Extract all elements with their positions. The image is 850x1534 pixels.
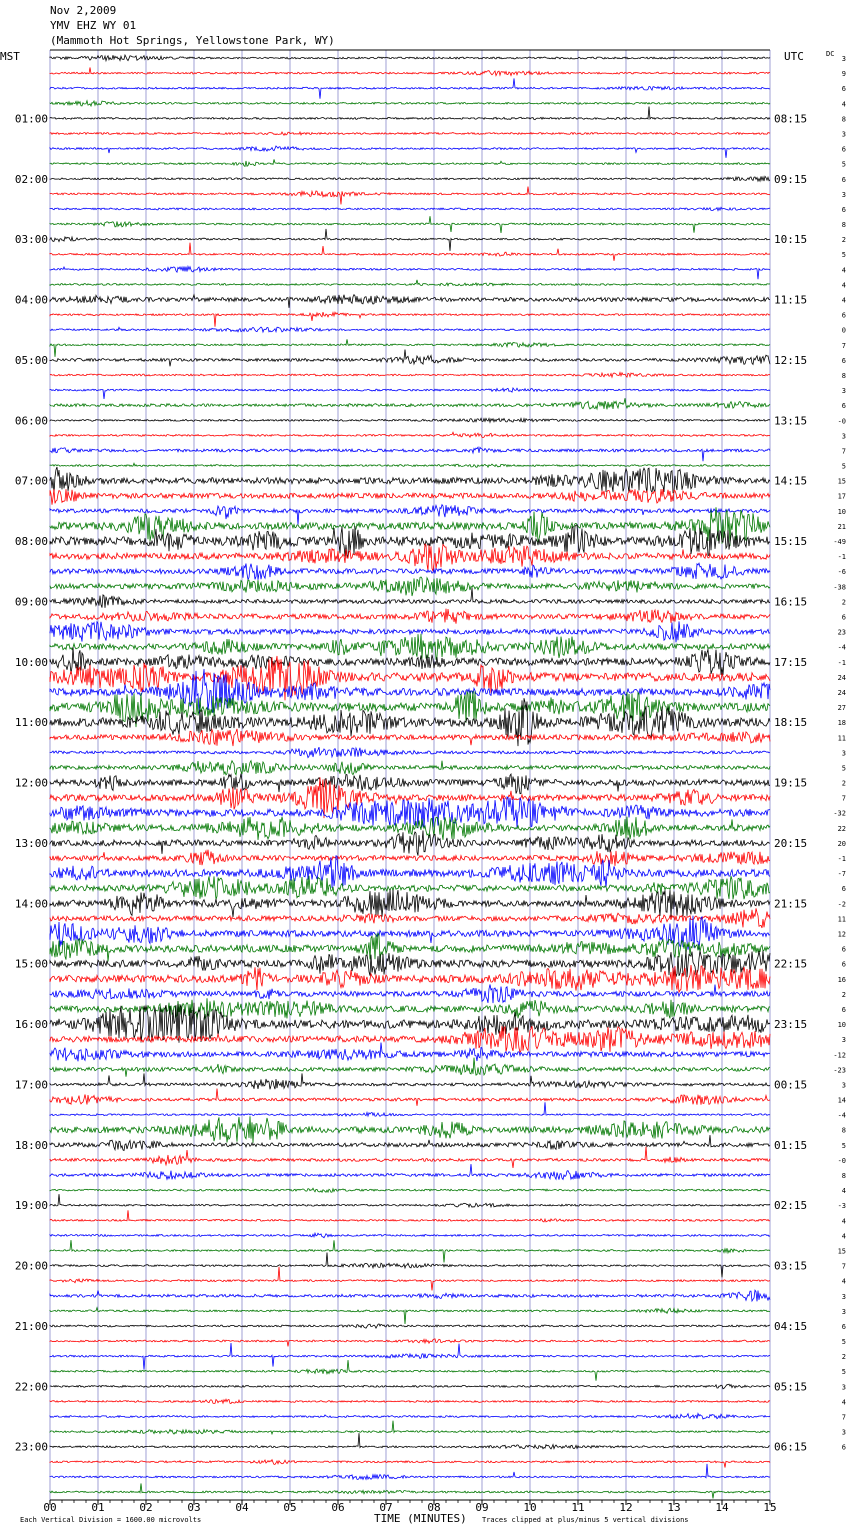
trace-90 [50, 1414, 770, 1420]
dc-offset-64: 10 [837, 1021, 846, 1030]
trace-20 [50, 350, 770, 367]
dc-offset-79: 15 [837, 1247, 846, 1256]
trace-68 [50, 1073, 770, 1089]
trace-80 [50, 1253, 770, 1278]
dc-offset-67: -23 [833, 1066, 846, 1075]
trace-13 [50, 243, 770, 261]
dc-offset-40: -1 [837, 658, 846, 667]
trace-36 [50, 588, 770, 608]
dc-offset-53: -1 [837, 855, 846, 864]
dc-offset-37: 6 [841, 613, 846, 622]
mst-hour-10:00: 10:00 [14, 655, 48, 669]
dc-offset-63: 6 [841, 1005, 846, 1014]
mst-hour-labels [15, 112, 48, 1453]
dc-offset-30: 10 [837, 507, 846, 516]
utc-hour-03:15: 03:15 [774, 1259, 808, 1273]
trace-1 [50, 67, 770, 75]
utc-hour-15:15: 15:15 [774, 535, 808, 549]
dc-offset-60: 6 [841, 960, 846, 969]
mst-hour-17:00: 17:00 [14, 1078, 48, 1092]
dc-offset-38: 23 [837, 628, 846, 637]
trace-56 [50, 890, 770, 917]
dc-offset-39: -4 [837, 643, 846, 652]
dc-offset-46: 3 [841, 749, 846, 758]
mst-hour-08:00: 08:00 [14, 535, 48, 549]
dc-offset-69: 14 [837, 1096, 846, 1105]
utc-hour-18:15: 18:15 [774, 716, 808, 730]
dc-offset-15: 4 [841, 281, 846, 290]
plot-date: Nov 2,2009 [50, 4, 117, 17]
dc-offset-44: 18 [837, 719, 846, 728]
trace-79 [50, 1240, 770, 1262]
dc-offset-55: 6 [841, 885, 846, 894]
trace-7 [50, 159, 770, 166]
trace-26 [50, 447, 770, 461]
dc-offset-68: 3 [841, 1081, 846, 1090]
mst-hour-21:00: 21:00 [14, 1319, 48, 1333]
trace-35 [50, 577, 770, 596]
dc-offset-labels [833, 55, 846, 1452]
mst-hour-12:00: 12:00 [14, 776, 48, 790]
mst-hour-11:00: 11:00 [14, 716, 48, 730]
mst-hour-01:00: 01:00 [14, 112, 48, 126]
utc-hour-22:15: 22:15 [774, 957, 808, 971]
trace-54 [50, 856, 770, 888]
trace-71 [50, 1116, 770, 1143]
trace-74 [50, 1164, 770, 1180]
trace-24 [50, 418, 770, 422]
trace-94 [50, 1464, 770, 1480]
x-tick-label-03: 03 [187, 1501, 201, 1514]
x-axis-title: TIME (MINUTES) [374, 1512, 467, 1525]
utc-hour-20:15: 20:15 [774, 836, 808, 850]
trace-4 [50, 107, 770, 120]
x-tick-label-04: 04 [235, 1501, 249, 1514]
mst-hour-04:00: 04:00 [14, 293, 48, 307]
dc-offset-84: 6 [841, 1322, 846, 1331]
dc-offset-3: 4 [841, 100, 846, 109]
scale-note: Each Vertical Division = 1600.00 microvolts [20, 1516, 202, 1524]
x-tick-label-09: 09 [475, 1501, 489, 1514]
trace-15 [50, 280, 770, 286]
trace-22 [50, 388, 770, 399]
dc-offset-0: 3 [841, 55, 846, 63]
dc-offset-35: -38 [833, 583, 846, 592]
dc-offset-10: 6 [841, 205, 846, 214]
utc-hour-23:15: 23:15 [774, 1018, 808, 1032]
utc-hour-labels [774, 112, 807, 1453]
dc-offset-62: 2 [841, 990, 846, 999]
trace-3 [50, 101, 770, 106]
mst-hour-05:00: 05:00 [14, 353, 48, 367]
utc-hour-02:15: 02:15 [774, 1199, 808, 1213]
dc-offset-83: 3 [841, 1307, 846, 1316]
x-tick-label-08: 08 [427, 1501, 441, 1514]
trace-17 [50, 312, 770, 327]
mst-hour-02:00: 02:00 [14, 172, 48, 186]
trace-25 [50, 432, 770, 437]
trace-78 [50, 1233, 770, 1238]
trace-34 [50, 563, 770, 580]
dc-offset-71: 8 [841, 1126, 846, 1135]
utc-hour-12:15: 12:15 [774, 353, 808, 367]
trace-61 [50, 965, 770, 992]
utc-hour-16:15: 16:15 [774, 595, 808, 609]
trace-29 [50, 489, 770, 505]
dc-offset-74: 8 [841, 1172, 846, 1181]
trace-67 [50, 1058, 770, 1077]
mst-hour-19:00: 19:00 [14, 1199, 48, 1213]
trace-2 [50, 78, 770, 98]
dc-offset-80: 7 [841, 1262, 846, 1271]
dc-offset-4: 8 [841, 115, 846, 124]
dc-offset-50: -32 [833, 809, 846, 818]
dc-offset-48: 2 [841, 779, 846, 788]
trace-55 [50, 876, 770, 900]
dc-offset-24: -0 [837, 417, 846, 426]
dc-offset-16: 4 [841, 296, 846, 305]
dc-offset-91: 3 [841, 1428, 846, 1437]
trace-60 [50, 950, 770, 977]
dc-offset-31: 21 [837, 522, 846, 531]
minute-grid [50, 50, 770, 1500]
dc-offset-49: 7 [841, 794, 846, 803]
x-tick-label-10: 10 [523, 1501, 537, 1514]
trace-53 [50, 850, 770, 866]
dc-offset-17: 6 [841, 311, 846, 320]
dc-offset-36: 2 [841, 598, 846, 607]
trace-81 [50, 1267, 770, 1291]
dc-offset-23: 6 [841, 402, 846, 411]
utc-hour-06:15: 06:15 [774, 1440, 808, 1454]
dc-offset-56: -2 [837, 900, 846, 909]
dc-offset-34: -6 [837, 568, 846, 577]
dc-offset-42: 24 [837, 688, 846, 697]
dc-offset-22: 3 [841, 387, 846, 396]
trace-27 [50, 463, 770, 467]
trace-57 [50, 908, 770, 928]
trace-62 [50, 985, 770, 1004]
utc-hour-00:15: 00:15 [774, 1078, 808, 1092]
dc-offset-77: 4 [841, 1217, 846, 1226]
trace-group [50, 55, 770, 1499]
trace-86 [50, 1343, 770, 1370]
dc-offset-58: 12 [837, 930, 846, 939]
trace-6 [50, 146, 770, 158]
trace-63 [50, 998, 770, 1019]
trace-47 [50, 761, 770, 775]
dc-offset-7: 5 [841, 160, 846, 169]
dc-offset-9: 3 [841, 190, 846, 199]
dc-offset-61: 16 [837, 975, 846, 984]
trace-95 [50, 1483, 770, 1498]
trace-76 [50, 1194, 770, 1207]
dc-offset-13: 5 [841, 251, 846, 260]
dc-offset-47: 5 [841, 764, 846, 773]
dc-offset-18: 0 [841, 326, 846, 335]
trace-89 [50, 1399, 770, 1403]
utc-hour-13:15: 13:15 [774, 414, 808, 428]
trace-18 [50, 327, 770, 332]
trace-14 [50, 267, 770, 280]
station-location: (Mammoth Hot Springs, Yellowstone Park, WY) [50, 34, 335, 47]
dc-offset-33: -1 [837, 553, 846, 562]
dc-offset-52: 20 [837, 839, 846, 848]
trace-52 [50, 831, 770, 856]
dc-offset-41: 24 [837, 673, 846, 682]
dc-offset-72: 5 [841, 1141, 846, 1150]
dc-offset-32: -49 [833, 538, 846, 547]
dc-offset-59: 6 [841, 945, 846, 954]
dc-offset-5: 3 [841, 130, 846, 139]
dc-offset-14: 4 [841, 266, 846, 275]
trace-40 [50, 647, 770, 675]
dc-offset-26: 7 [841, 447, 846, 456]
dc-offset-92: 6 [841, 1443, 846, 1452]
utc-hour-19:15: 19:15 [774, 776, 808, 790]
trace-11 [50, 216, 770, 233]
x-tick-label-06: 06 [331, 1501, 345, 1514]
mst-hour-16:00: 16:00 [14, 1018, 48, 1032]
trace-21 [50, 373, 770, 378]
dc-offset-75: 4 [841, 1187, 846, 1196]
trace-77 [50, 1210, 770, 1222]
trace-9 [50, 187, 770, 205]
dc-offset-29: 17 [837, 492, 846, 501]
dc-header: DC [826, 50, 835, 58]
dc-offset-65: 3 [841, 1036, 846, 1045]
trace-73 [50, 1147, 770, 1168]
utc-hour-14:15: 14:15 [774, 474, 808, 488]
x-tick-label-07: 07 [379, 1501, 393, 1514]
clip-note: Traces clipped at plus/minus 5 vertical divisions [482, 1516, 689, 1524]
trace-88 [50, 1384, 770, 1389]
x-tick-label-02: 02 [139, 1501, 153, 1514]
trace-38 [50, 621, 770, 642]
dc-offset-87: 5 [841, 1368, 846, 1377]
dc-offset-25: 3 [841, 432, 846, 441]
dc-offset-8: 6 [841, 175, 846, 184]
dc-offset-76: -3 [837, 1202, 846, 1211]
dc-offset-43: 27 [837, 704, 846, 713]
trace-85 [50, 1339, 770, 1347]
trace-37 [50, 609, 770, 624]
trace-19 [50, 339, 770, 357]
x-tick-label-15: 15 [763, 1501, 777, 1514]
trace-75 [50, 1188, 770, 1192]
x-tick-label-14: 14 [715, 1501, 729, 1514]
dc-offset-45: 11 [837, 734, 846, 743]
dc-offset-89: 4 [841, 1398, 846, 1407]
trace-92 [50, 1433, 770, 1449]
utc-hour-11:15: 11:15 [774, 293, 808, 307]
dc-offset-6: 6 [841, 145, 846, 154]
dc-offset-27: 5 [841, 462, 846, 471]
dc-offset-21: 8 [841, 371, 846, 380]
mst-hour-06:00: 06:00 [14, 414, 48, 428]
mst-hour-18:00: 18:00 [14, 1138, 48, 1152]
trace-28 [50, 467, 770, 494]
mst-hour-23:00: 23:00 [14, 1440, 48, 1454]
utc-hour-05:15: 05:15 [774, 1380, 808, 1394]
trace-8 [50, 176, 770, 181]
trace-10 [50, 207, 770, 210]
x-tick-label-13: 13 [667, 1501, 681, 1514]
utc-hour-01:15: 01:15 [774, 1138, 808, 1152]
utc-hour-09:15: 09:15 [774, 172, 808, 186]
mst-hour-13:00: 13:00 [14, 836, 48, 850]
trace-83 [50, 1308, 770, 1324]
trace-84 [50, 1324, 770, 1328]
x-tick-label-12: 12 [619, 1501, 633, 1514]
trace-16 [50, 295, 770, 308]
trace-32 [50, 525, 770, 558]
trace-48 [50, 774, 770, 794]
trace-93 [50, 1460, 770, 1468]
utc-hour-17:15: 17:15 [774, 655, 808, 669]
dc-offset-66: -12 [833, 1051, 846, 1060]
dc-offset-86: 2 [841, 1353, 846, 1362]
mst-hour-15:00: 15:00 [14, 957, 48, 971]
mst-hour-09:00: 09:00 [14, 595, 48, 609]
dc-offset-70: -4 [837, 1111, 846, 1120]
utc-hour-10:15: 10:15 [774, 233, 808, 247]
trace-5 [50, 132, 770, 135]
x-tick-label-11: 11 [571, 1501, 585, 1514]
trace-12 [50, 229, 770, 251]
trace-82 [50, 1290, 770, 1301]
dc-offset-54: -7 [837, 870, 846, 879]
mst-label: MST [0, 50, 20, 63]
dc-offset-2: 6 [841, 85, 846, 94]
dc-offset-12: 2 [841, 236, 846, 245]
trace-23 [50, 398, 770, 409]
dc-offset-19: 7 [841, 341, 846, 350]
mst-hour-14:00: 14:00 [14, 897, 48, 911]
x-tick-label-00: 00 [43, 1501, 57, 1514]
dc-offset-1: 9 [841, 70, 846, 79]
utc-hour-08:15: 08:15 [774, 112, 808, 126]
mst-hour-20:00: 20:00 [14, 1259, 48, 1273]
mst-hour-07:00: 07:00 [14, 474, 48, 488]
x-tick-label-05: 05 [283, 1501, 297, 1514]
trace-39 [50, 634, 770, 660]
trace-0 [50, 55, 770, 61]
utc-label: UTC [784, 50, 804, 63]
dc-offset-57: 11 [837, 915, 846, 924]
dc-offset-78: 4 [841, 1232, 846, 1241]
utc-hour-21:15: 21:15 [774, 897, 808, 911]
trace-70 [50, 1102, 770, 1116]
station-code: YMV EHZ WY 01 [50, 19, 137, 32]
trace-45 [50, 729, 770, 746]
utc-hour-04:15: 04:15 [774, 1319, 808, 1333]
mst-hour-22:00: 22:00 [14, 1380, 48, 1394]
trace-66 [50, 1043, 770, 1062]
mst-hour-03:00: 03:00 [14, 233, 48, 247]
trace-65 [50, 1026, 770, 1052]
dc-offset-20: 6 [841, 356, 846, 365]
dc-offset-81: 4 [841, 1277, 846, 1286]
dc-offset-90: 7 [841, 1413, 846, 1422]
trace-46 [50, 747, 770, 758]
x-tick-label-01: 01 [91, 1501, 105, 1514]
dc-offset-73: -0 [837, 1156, 846, 1165]
trace-69 [50, 1089, 770, 1106]
dc-offset-88: 3 [841, 1383, 846, 1392]
trace-91 [50, 1421, 770, 1434]
dc-offset-82: 3 [841, 1292, 846, 1301]
dc-offset-51: 22 [837, 824, 846, 833]
dc-offset-85: 5 [841, 1338, 846, 1347]
dc-offset-11: 8 [841, 221, 846, 230]
trace-87 [50, 1360, 770, 1381]
dc-offset-28: 15 [837, 477, 846, 486]
trace-33 [50, 544, 770, 571]
